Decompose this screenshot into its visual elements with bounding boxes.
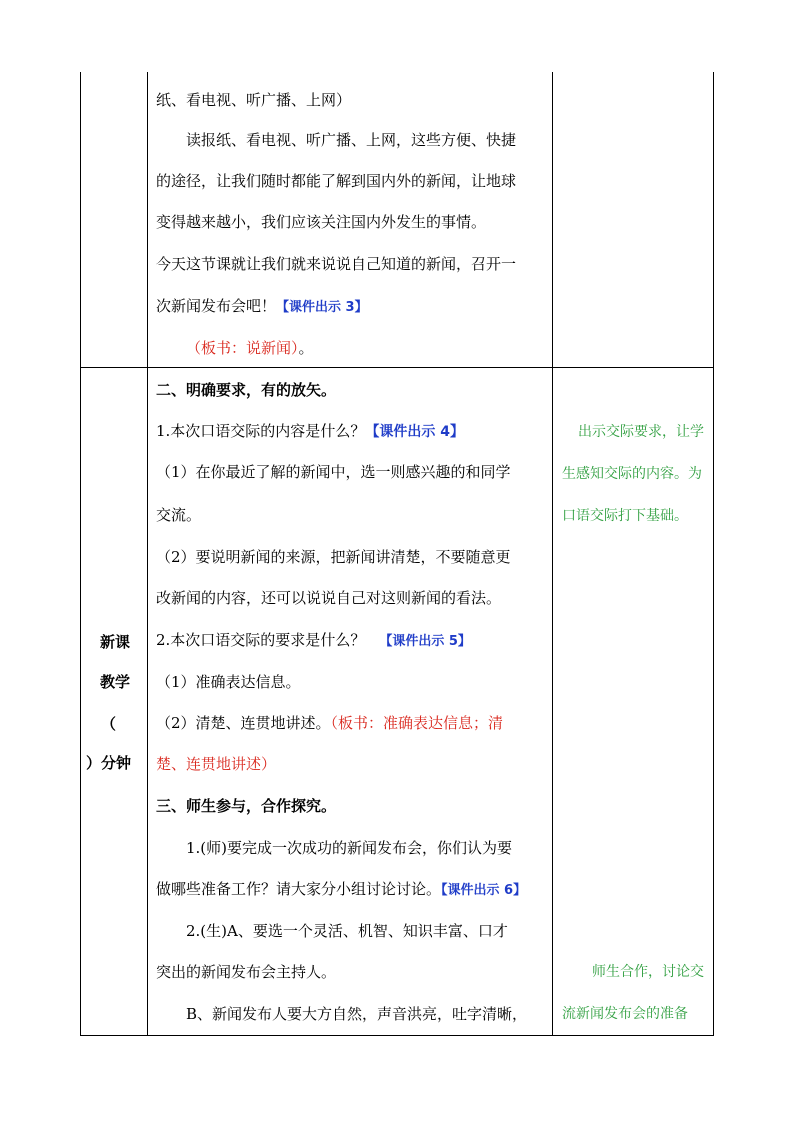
- text-line: B、新闻发布人要大方自然，声音洪亮，吐字清晰，: [186, 1005, 528, 1023]
- text-line: 今天这节课就让我们就来说说自己知道的新闻，召开一: [156, 255, 517, 273]
- blackboard-note: 楚、连贯地讲述）: [156, 755, 277, 773]
- table-divider-label: [147, 72, 148, 1036]
- section-label-line1: 新课: [100, 633, 131, 651]
- section-label-line2: 教学: [100, 673, 131, 691]
- blackboard-note: （板书：准确表达信息；清: [330, 714, 504, 732]
- text-line: （1）在你最近了解的新闻中，选一则感兴趣的和同学: [156, 463, 511, 481]
- section-label-line4: ）分钟: [86, 754, 132, 772]
- table-border-left: [80, 72, 81, 1036]
- courseware-tag: 【课件出示 4】: [365, 424, 464, 440]
- courseware-tag: 【课件出示 6】: [441, 883, 527, 898]
- text-line: 2.(生)A、要选一个灵活、机智、知识丰富、口才: [186, 922, 508, 940]
- section-heading: 三、师生参与，合作探究。: [156, 797, 337, 815]
- table-border-right: [713, 72, 714, 1036]
- text-line: [156, 421, 464, 442]
- table-border-bottom: [80, 1035, 714, 1036]
- text-segment: 次新闻发布会吧！: [156, 297, 277, 315]
- text-line: 改新闻的内容，还可以说说自己对这则新闻的看法。: [156, 589, 502, 607]
- text-line: 变得越来越小，我们应该关注国内外发生的事情。: [156, 213, 487, 231]
- note-line: 生感知交际的内容。为: [562, 466, 702, 482]
- text-line: [156, 630, 471, 652]
- note-line: 流新闻发布会的准备: [562, 1006, 688, 1022]
- question-text: 2.本次口语交际的要求是什么？: [156, 631, 366, 649]
- text-segment: 。: [298, 339, 314, 357]
- blackboard-note: （板书：说新闻）: [186, 339, 299, 357]
- text-line: 突出的新闻发布会主持人。: [156, 963, 337, 981]
- text-line: 1.(师)要完成一次成功的新闻发布会，你们认为要: [186, 839, 513, 857]
- question-text: 1.本次口语交际的内容是什么？: [156, 422, 366, 440]
- note-line: 出示交际要求，让学: [578, 424, 704, 440]
- text-line: （1）准确表达信息。: [156, 673, 301, 691]
- text-line: 纸、看电视、听广播、上网）: [156, 91, 352, 109]
- text-line: （2）要说明新闻的来源，把新闻讲清楚，不要随意更: [156, 548, 511, 566]
- table-row-separator: [80, 367, 714, 368]
- courseware-tag: 【课件出示 5】: [379, 634, 471, 649]
- section-heading: 二、明确要求，有的放矢。: [156, 381, 337, 399]
- text-line: 交流。: [156, 506, 202, 524]
- note-line: 师生合作，讨论交: [592, 964, 704, 980]
- section-label-line3: （: [101, 715, 117, 733]
- text-line: [186, 338, 314, 358]
- text-segment: （2）清楚、连贯地讲述。: [156, 714, 331, 732]
- text-line: 的途径，让我们随时都能了解到国内外的新闻，让地球: [156, 172, 517, 190]
- note-line: 口语交际打下基础。: [562, 508, 688, 524]
- courseware-tag: 【课件出示 3】: [276, 300, 368, 315]
- text-segment: 做哪些准备工作？请大家分小组讨论讨论。: [156, 880, 442, 898]
- text-line: [156, 296, 368, 318]
- text-line: 读报纸、看电视、听广播、上网，这些方便、快捷: [186, 131, 517, 149]
- text-line: [156, 713, 503, 733]
- table-divider-notes: [552, 72, 553, 1036]
- text-line: [156, 879, 526, 901]
